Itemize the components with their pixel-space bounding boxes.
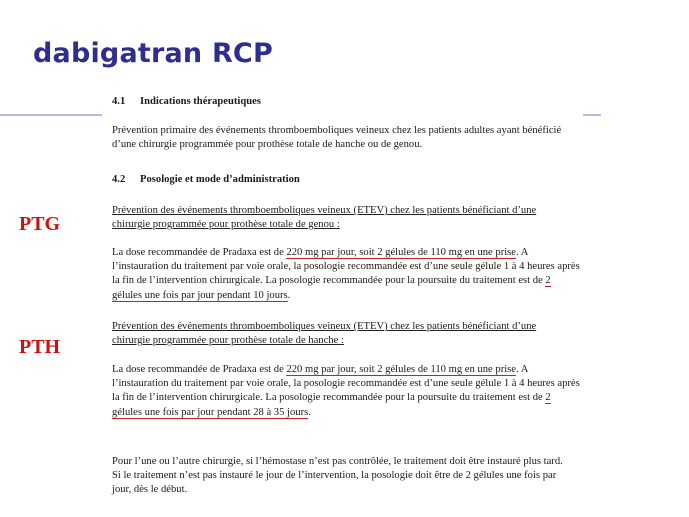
ptg-dosage-paragraph <box>112 246 580 303</box>
pth-label: PTH <box>19 336 61 358</box>
section-title: Posologie et mode d’administration <box>140 174 300 185</box>
indications-paragraph: Prévention primaire des événements thromboemboliques veineux chez les patients adultes ayant bénéficié d’une chirurgie programmée pour prothèse totale de hanche ou de genou. <box>112 125 562 151</box>
dose-text: La dose recommandée de Pradaxa est de <box>112 247 287 258</box>
dose-highlight: 220 mg par jour, soit 2 gélules de 110 mg en une prise <box>286 247 516 258</box>
ptg-label: PTG <box>19 213 61 235</box>
final-paragraph: Pour l’une ou l’autre chirurgie, si l’hémostase n’est pas contrôlée, le traitement doit être instauré plus tard. Si le traitement n’est pas instauré le jour de l’intervention, la posologie doit être de 2 gélules une fois par jour, dès le début. <box>112 456 563 496</box>
duration-highlight: 2 gélules une fois par jour pendant 10 jours <box>112 275 551 301</box>
title-rule-right <box>583 114 601 116</box>
dose-text: . A l’instauration du traitement par voie orale, la posologie recommandée est d’une seule gélule 1 à 4 heures après la fin de l’intervention chirurgicale. La posologie recommandée pour la poursuite du traitement est de <box>112 247 580 287</box>
duration-highlight: 2 gélules une fois par jour pendant 28 à 35 jours <box>112 392 551 418</box>
section-number: 4.2 <box>112 174 126 185</box>
slide-title: dabigatran RCP <box>33 38 273 69</box>
dose-text: . <box>287 289 291 301</box>
section-title: Indications thérapeutiques <box>140 96 261 107</box>
pth-dosage-paragraph <box>112 363 580 420</box>
ptg-intro: Prévention des événements thromboemboliques veineux (ETEV) chez les patients bénéficiant d’une chirurgie programmée pour prothèse totale de genou : <box>112 205 537 231</box>
dose-text: . <box>308 406 311 418</box>
section-number: 4.1 <box>112 96 126 107</box>
title-rule-left <box>0 114 102 116</box>
section-heading-4-1 <box>112 95 261 109</box>
dose-text: . A l’instauration du traitement par voie orale, la posologie recommandée est d’une seule gélule 1 à 4 heures après la fin de l’intervention chirurgicale. La posologie recommandée pour la poursuite du traitement est de <box>112 364 580 404</box>
dose-highlight: 220 mg par jour, soit 2 gélules de 110 mg en une prise <box>286 364 516 375</box>
dose-text: La dose recommandée de Pradaxa est de <box>112 364 287 375</box>
section-heading-4-2 <box>112 173 300 187</box>
pth-intro: Prévention des événements thromboemboliques veineux (ETEV) chez les patients bénéficiant d’une chirurgie programmée pour prothèse totale de hanche : <box>112 321 537 347</box>
